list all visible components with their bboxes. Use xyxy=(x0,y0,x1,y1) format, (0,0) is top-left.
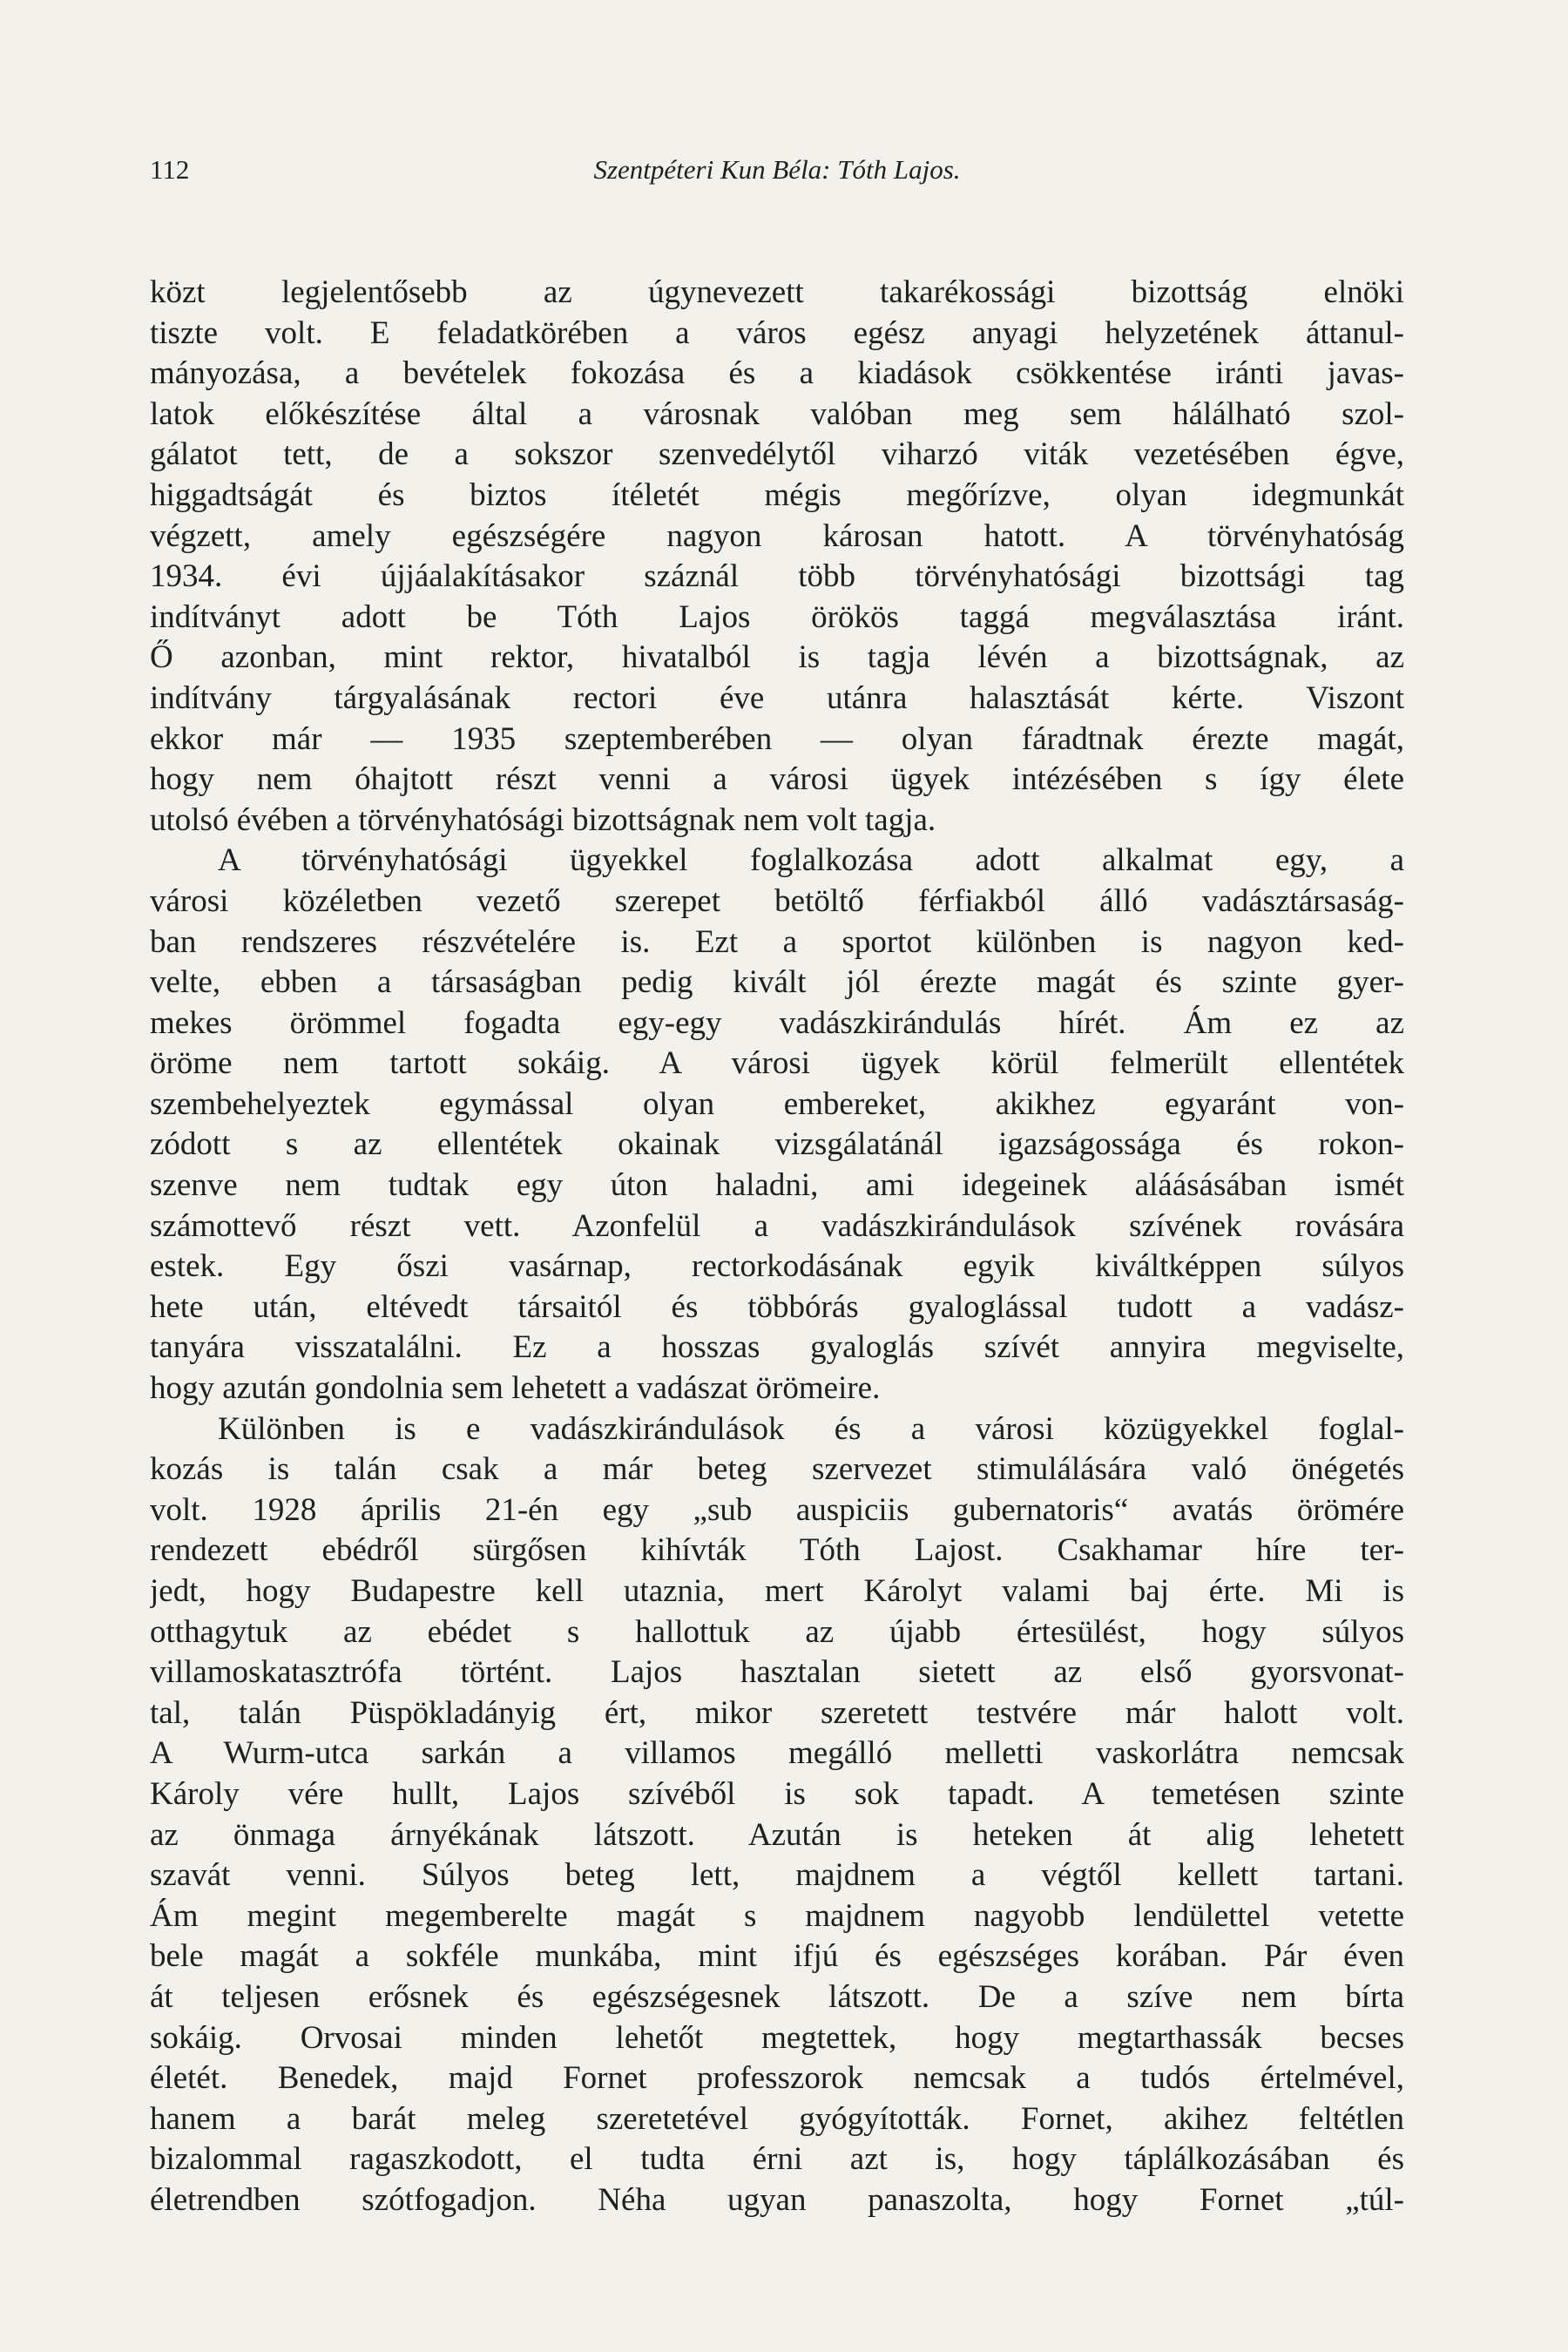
text-line: közt legjelentősebb az úgynevezett takarékossági bizottság elnöki xyxy=(150,274,1404,310)
text-line: életét. Benedek, majd Fornet professzorok nemcsak a tudós értelmével, xyxy=(150,2060,1404,2097)
text-line: A Wurm-utca sarkán a villamos megálló melletti vaskorlátra nemcsak xyxy=(150,1735,1404,1772)
text-line: hogy azután gondolnia sem lehetett a vadászat örömeire. xyxy=(150,1370,881,1407)
text-line: át teljesen erősnek és egészségesnek látszott. De a szíve nem bírta xyxy=(150,1978,1404,2015)
text-line: hogy nem óhajtott részt venni a városi ügyek intézésében s így élete xyxy=(150,761,1404,798)
text-line: 1934. évi újjáalakításakor száznál több törvényhatósági bizottsági tag xyxy=(150,558,1404,595)
text-line: rendezett ebédről sürgősen kihívták Tóth Lajost. Csakhamar híre ter- xyxy=(150,1532,1404,1569)
text-line: estek. Egy őszi vasárnap, rectorkodásának egyik kiváltképpen súlyos xyxy=(150,1248,1404,1285)
text-line: higgadtságát és biztos ítéletét mégis megőrízve, olyan idegmunkát xyxy=(150,476,1404,513)
text-line: mányozása, a bevételek fokozása és a kiadások csökkentése iránti javas- xyxy=(150,355,1404,392)
paragraph-3 xyxy=(150,1409,1404,2221)
text-line: hanem a barát meleg szeretetével gyógyították. Fornet, akihez feltétlen xyxy=(150,2100,1404,2137)
page-header xyxy=(150,148,1404,192)
text-line: zódott s az ellentétek okainak vizsgálatánál igazságossága és rokon- xyxy=(150,1126,1404,1163)
text-line: tanyára visszatalálni. Ez a hosszas gyaloglás szívét annyira megviselte, xyxy=(150,1329,1404,1366)
text-line: Különben is e vadászkirándulások és a városi közügyekkel foglal- xyxy=(218,1410,1404,1447)
text-line: utolsó évében a törvényhatósági bizottságnak nem volt tagja. xyxy=(150,801,936,838)
paragraph-1 xyxy=(150,273,1404,841)
text-line: öröme nem tartott sokáig. A városi ügyek körül felmerült ellentétek xyxy=(150,1045,1404,1082)
text-line: mekes örömmel fogadta egy-egy vadászkirándulás hírét. Ám ez az xyxy=(150,1004,1404,1041)
text-line: ekkor már — 1935 szeptemberében — olyan fáradtnak érezte magát, xyxy=(150,720,1404,757)
text-line: bele magát a sokféle munkába, mint ifjú és egészséges korában. Pár éven xyxy=(150,1938,1404,1975)
text-line: szembehelyeztek egymással olyan embereket, akikhez egyaránt von- xyxy=(150,1085,1404,1122)
text-line: életrendben szótfogadjon. Néha ugyan panaszolta, hogy Fornet „túl- xyxy=(150,2181,1404,2218)
text-line: bizalommal ragaszkodott, el tudta érni azt is, hogy táplálkozásában és xyxy=(150,2141,1404,2178)
text-line: hete után, eltévedt társaitól és többórás gyaloglással tudott a vadász- xyxy=(150,1288,1404,1325)
text-line: A törvényhatósági ügyekkel foglalkozása adott alkalmat egy, a xyxy=(218,842,1404,879)
text-line: villamoskatasztrófa történt. Lajos hasztalan sietett az első gyorsvonat- xyxy=(150,1654,1404,1691)
text-line: gálatot tett, de a sokszor szenvedélytől viharzó viták vezetésében égve, xyxy=(150,436,1404,473)
text-line: szavát venni. Súlyos beteg lett, majdnem a végtől kellett tartani. xyxy=(150,1857,1404,1894)
text-line: ban rendszeres részvételére is. Ezt a sportot különben is nagyon ked- xyxy=(150,923,1404,960)
body-text xyxy=(150,273,1404,2221)
text-line: indítványt adott be Tóth Lajos örökös taggá megválasztása iránt. xyxy=(150,598,1404,635)
text-line: otthagytuk az ebédet s hallottuk az újabb értesülést, hogy súlyos xyxy=(150,1613,1404,1650)
text-line: számottevő részt vett. Azonfelül a vadászkirándulások szívének rovására xyxy=(150,1207,1404,1244)
text-line: végzett, amely egészségére nagyon károsan hatott. A törvényhatóság xyxy=(150,517,1404,554)
text-line: velte, ebben a társaságban pedig kivált jól érezte magát és szinte gyer- xyxy=(150,964,1404,1001)
text-line: városi közéletben vezető szerepet betöltő férfiakból álló vadásztársaság- xyxy=(150,882,1404,919)
text-line: tal, talán Püspökladányig ért, mikor szeretett testvére már halott volt. xyxy=(150,1694,1404,1731)
text-line: Ő azonban, mint rektor, hivatalból is tagja lévén a bizottságnak, az xyxy=(150,639,1404,676)
page-number: 112 xyxy=(150,154,190,185)
paragraph-2 xyxy=(150,841,1404,1409)
text-line: volt. 1928 április 21-én egy „sub auspiciis gubernatoris“ avatás örömére xyxy=(150,1491,1404,1528)
text-line: Ám megint megemberelte magát s majdnem nagyobb lendülettel vetette xyxy=(150,1897,1404,1934)
text-line: Károly vére hullt, Lajos szívéből is sok tapadt. A temetésen szinte xyxy=(150,1775,1404,1812)
text-line: kozás is talán csak a már beteg szervezet stimulálására való önégetés xyxy=(150,1451,1404,1488)
running-title: Szentpéteri Kun Béla: Tóth Lajos. xyxy=(593,154,961,185)
text-line: szenve nem tudtak egy úton haladni, ami idegeinek aláásásában ismét xyxy=(150,1167,1404,1204)
text-line: tiszte volt. E feladatkörében a város egész anyagi helyzetének áttanul- xyxy=(150,314,1404,351)
text-line: latok előkészítése által a városnak valóban meg sem hálálható szol- xyxy=(150,395,1404,432)
text-line: indítvány tárgyalásának rectori éve utánra halasztását kérte. Viszont xyxy=(150,679,1404,716)
text-line: sokáig. Orvosai minden lehetőt megtettek, hogy megtarthassák becses xyxy=(150,2019,1404,2056)
text-line: jedt, hogy Budapestre kell utaznia, mert Károlyt valami baj érte. Mi is xyxy=(150,1573,1404,1609)
text-line: az önmaga árnyékának látszott. Azután is heteken át alig lehetett xyxy=(150,1816,1404,1853)
